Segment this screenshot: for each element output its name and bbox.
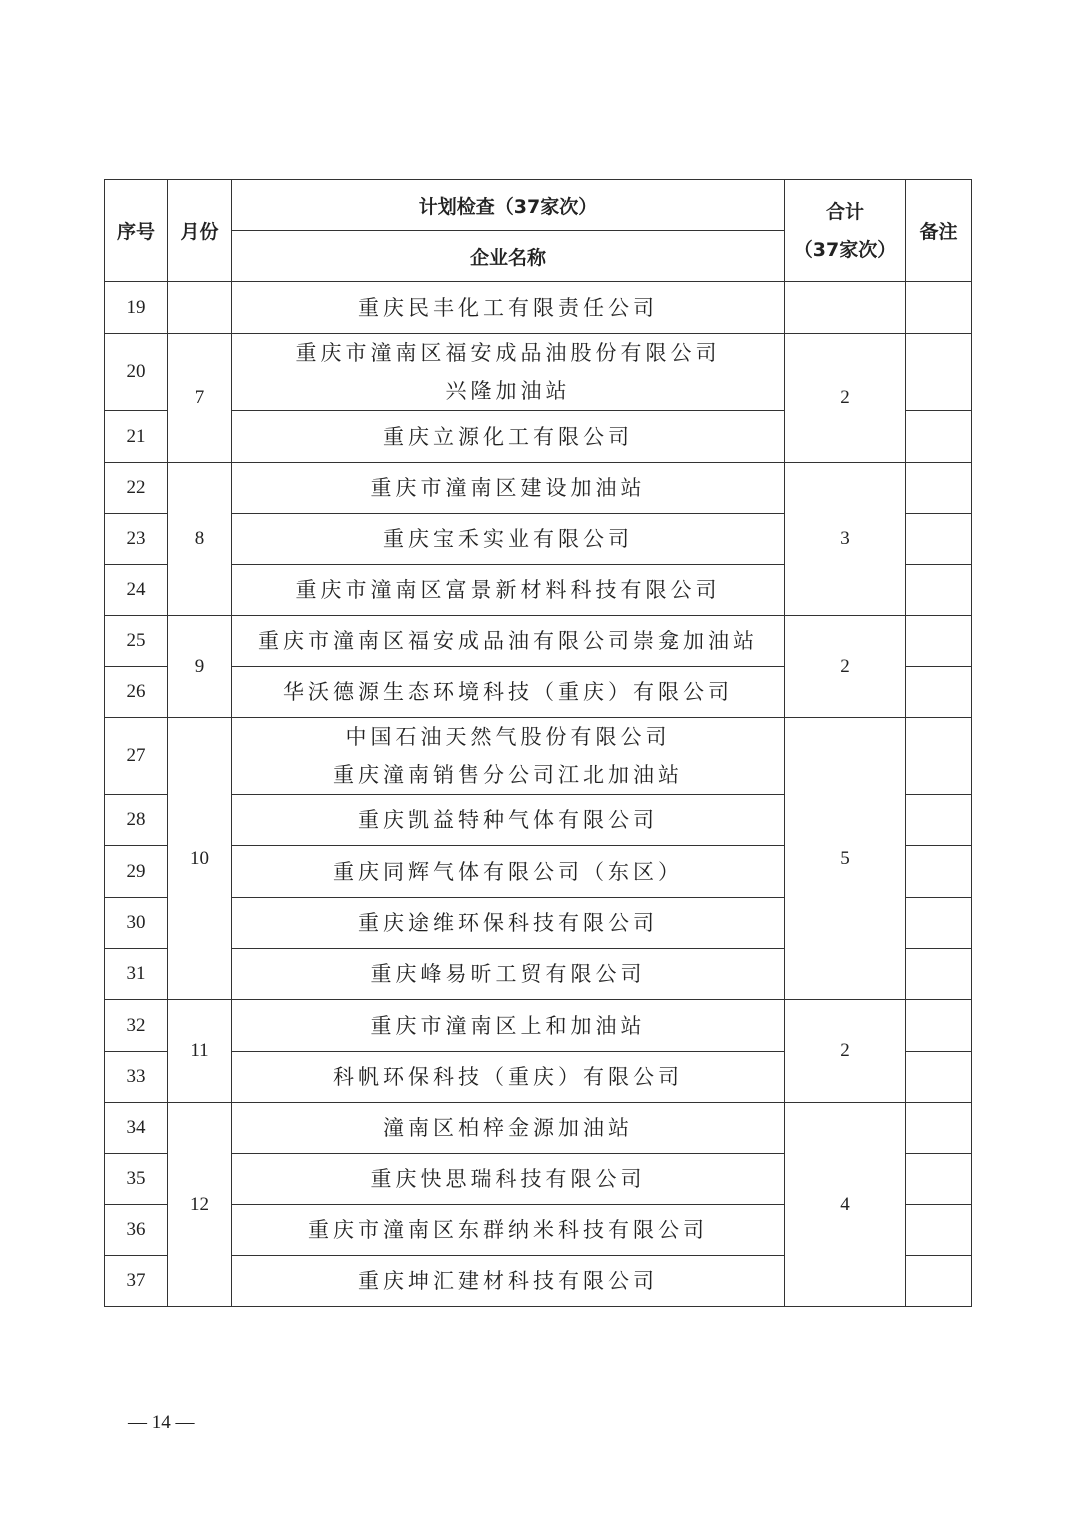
company-name-line1: 重庆市潼南区福安成品油股份有限公司 (295, 341, 721, 365)
header-total (785, 180, 906, 282)
row-seq: 27 (105, 718, 168, 795)
row-seq: 24 (105, 565, 168, 616)
company-name: 重庆市潼南区上和加油站 (232, 1000, 785, 1052)
header-remark: 备注 (906, 180, 972, 282)
month-cell (168, 282, 232, 334)
company-name: 重庆宝禾实业有限公司 (232, 514, 785, 565)
header-total-line2: （37家次） (793, 238, 897, 261)
company-name: 重庆坤汇建材科技有限公司 (232, 1256, 785, 1307)
remark-cell (906, 1000, 972, 1052)
row-seq: 29 (105, 846, 168, 898)
remark-cell (906, 1103, 972, 1154)
inspection-plan-table (104, 179, 972, 1307)
remark-cell (906, 411, 972, 463)
row-seq: 26 (105, 667, 168, 718)
remark-cell (906, 514, 972, 565)
total-cell (785, 282, 906, 334)
row-seq: 28 (105, 795, 168, 846)
header-company: 企业名称 (232, 231, 785, 282)
row-seq: 23 (105, 514, 168, 565)
remark-cell (906, 616, 972, 667)
company-name: 科帆环保科技（重庆）有限公司 (232, 1052, 785, 1103)
remark-cell (906, 667, 972, 718)
company-name: 重庆市潼南区建设加油站 (232, 463, 785, 514)
remark-cell (906, 565, 972, 616)
company-name: 华沃德源生态环境科技（重庆）有限公司 (232, 667, 785, 718)
company-name: 潼南区柏梓金源加油站 (232, 1103, 785, 1154)
remark-cell (906, 1205, 972, 1256)
company-name: 重庆途维环保科技有限公司 (232, 898, 785, 949)
month-cell: 11 (168, 1000, 232, 1103)
header-seq: 序号 (105, 180, 168, 282)
header-total-line1: 合计 (825, 200, 864, 223)
row-seq: 31 (105, 949, 168, 1000)
total-cell: 2 (785, 1000, 906, 1103)
remark-cell (906, 334, 972, 411)
row-seq: 22 (105, 463, 168, 514)
month-cell: 10 (168, 718, 232, 1000)
total-cell: 4 (785, 1103, 906, 1307)
company-name: 重庆快思瑞科技有限公司 (232, 1154, 785, 1205)
row-seq: 37 (105, 1256, 168, 1307)
remark-cell (906, 898, 972, 949)
company-name-line2: 兴隆加油站 (445, 379, 571, 403)
row-seq: 19 (105, 282, 168, 334)
remark-cell (906, 463, 972, 514)
remark-cell (906, 795, 972, 846)
remark-cell (906, 1154, 972, 1205)
remark-cell (906, 1256, 972, 1307)
row-seq: 36 (105, 1205, 168, 1256)
total-cell: 2 (785, 616, 906, 718)
company-name-line2: 重庆潼南销售分公司江北加油站 (333, 763, 683, 787)
total-cell: 2 (785, 334, 906, 463)
month-cell: 12 (168, 1103, 232, 1307)
page-number: — 14 — (128, 1412, 195, 1433)
remark-cell (906, 1052, 972, 1103)
row-seq: 20 (105, 334, 168, 411)
company-name-line1: 中国石油天然气股份有限公司 (345, 725, 671, 749)
company-name: 重庆市潼南区福安成品油有限公司崇龛加油站 (232, 616, 785, 667)
row-seq: 32 (105, 1000, 168, 1052)
row-seq: 34 (105, 1103, 168, 1154)
company-name: 重庆立源化工有限公司 (232, 411, 785, 463)
total-cell: 3 (785, 463, 906, 616)
header-plan: 计划检查（37家次） (232, 180, 785, 231)
header-month: 月份 (168, 180, 232, 282)
company-name: 重庆市潼南区富景新材料科技有限公司 (232, 565, 785, 616)
company-name: 重庆峰易昕工贸有限公司 (232, 949, 785, 1000)
remark-cell (906, 949, 972, 1000)
row-seq: 25 (105, 616, 168, 667)
remark-cell (906, 718, 972, 795)
remark-cell (906, 846, 972, 898)
company-name: 重庆同辉气体有限公司（东区） (232, 846, 785, 898)
company-name: 重庆市潼南区东群纳米科技有限公司 (232, 1205, 785, 1256)
row-seq: 30 (105, 898, 168, 949)
company-name: 重庆民丰化工有限责任公司 (232, 282, 785, 334)
row-seq: 33 (105, 1052, 168, 1103)
company-name (232, 334, 785, 411)
total-cell: 5 (785, 718, 906, 1000)
month-cell: 7 (168, 334, 232, 463)
month-cell: 8 (168, 463, 232, 616)
company-name: 重庆凯益特种气体有限公司 (232, 795, 785, 846)
month-cell: 9 (168, 616, 232, 718)
remark-cell (906, 282, 972, 334)
row-seq: 35 (105, 1154, 168, 1205)
row-seq: 21 (105, 411, 168, 463)
company-name (232, 718, 785, 795)
